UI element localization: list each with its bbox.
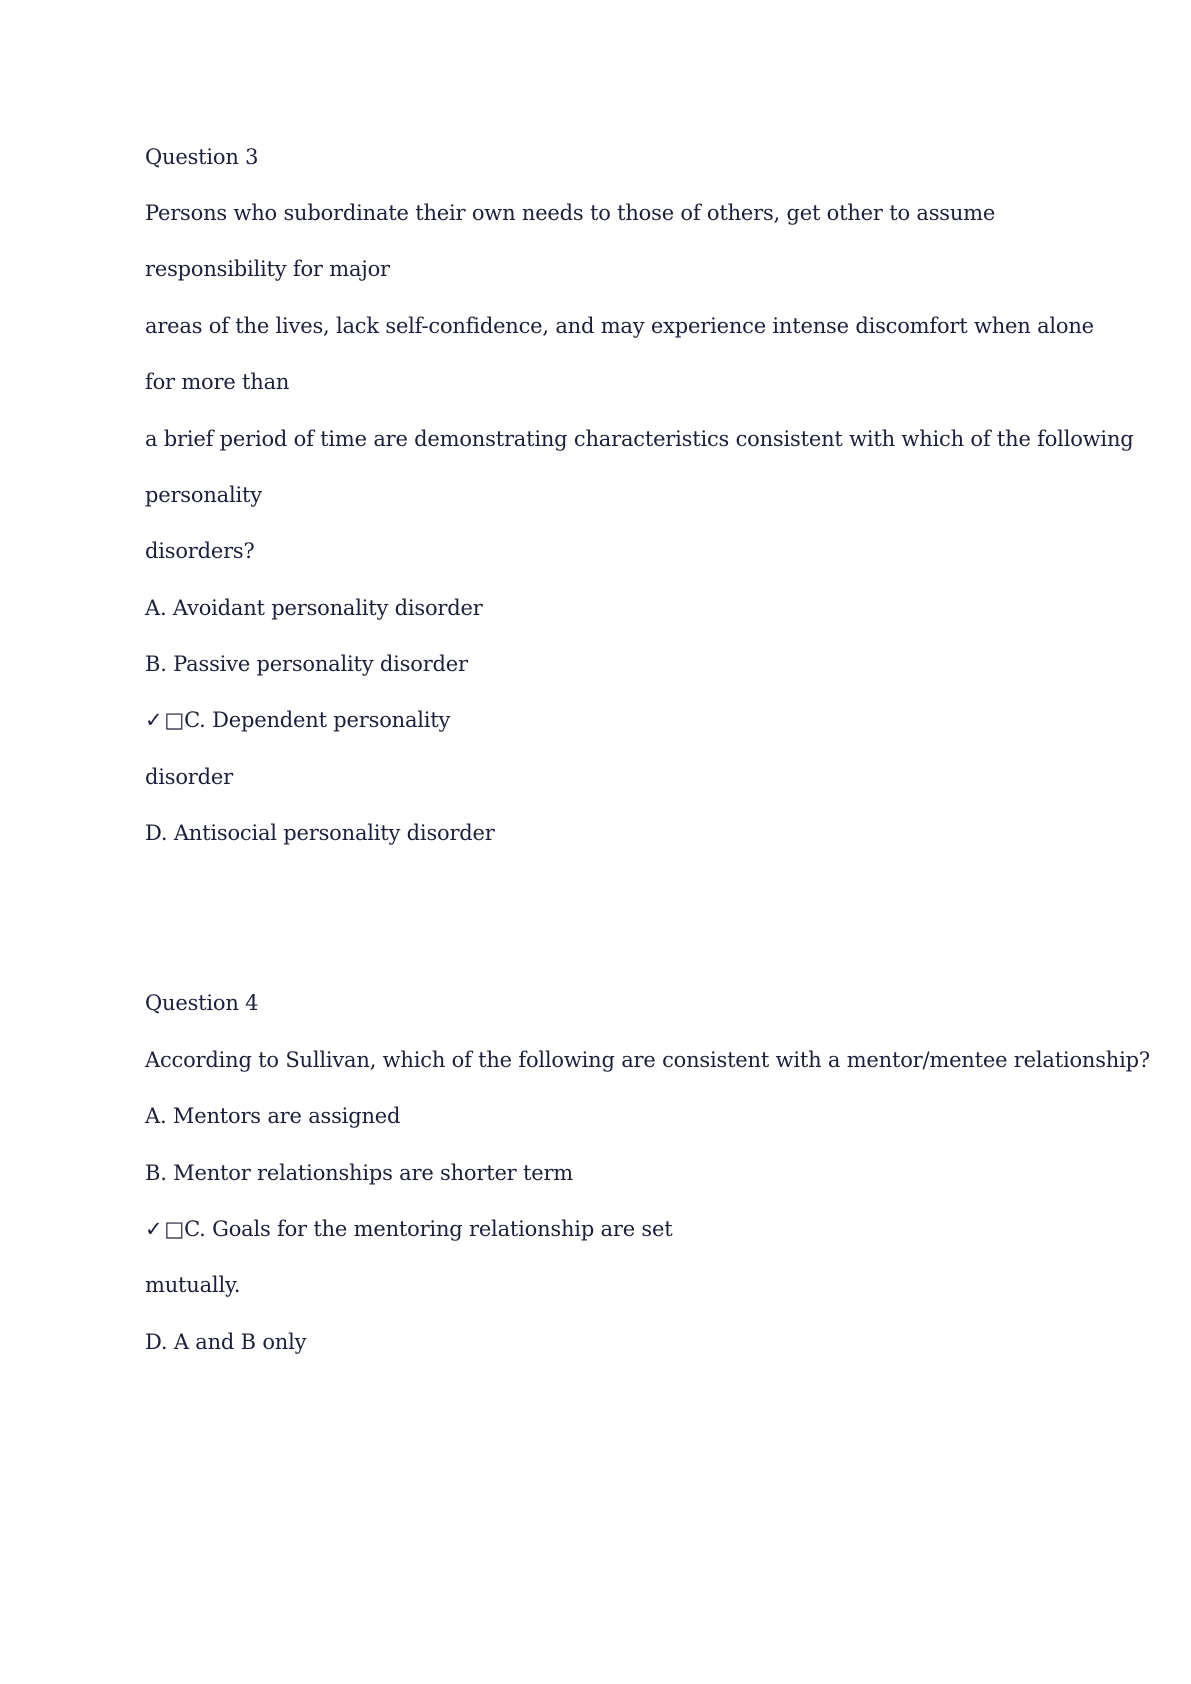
- question-4-option-b: B. Mentor relationships are shorter term: [145, 1161, 574, 1185]
- question-3-option-c: [145, 705, 450, 735]
- question-4-option-c: [145, 1214, 672, 1244]
- question-3-option-b: B. Passive personality disorder: [145, 652, 468, 676]
- missing-glyph-icon: □: [164, 708, 185, 732]
- question-3-stem-line: areas of the lives, lack self-confidence, and may experience intense discomfort when alone: [145, 314, 1094, 338]
- question-4-stem-line: According to Sullivan, which of the following are consistent with a mentor/mentee relationship?: [145, 1048, 1150, 1072]
- question-3-stem-line: personality: [145, 483, 262, 507]
- question-4-title: Question 4: [145, 991, 259, 1015]
- question-4-option-d: D. A and B only: [145, 1330, 307, 1354]
- question-3-stem-line: a brief period of time are demonstrating characteristics consistent with which of the following: [145, 427, 1134, 451]
- question-3-stem-line: disorders?: [145, 539, 255, 563]
- checkmark-icon: ✓: [145, 708, 163, 732]
- question-3-stem-line: for more than: [145, 370, 290, 394]
- checkmark-icon: ✓: [145, 1217, 163, 1241]
- question-3-title: Question 3: [145, 145, 259, 169]
- question-4-option-a: A. Mentors are assigned: [145, 1104, 401, 1128]
- option-c-text: C. Goals for the mentoring relationship are set: [184, 1217, 673, 1241]
- question-4-option-c-continued: mutually.: [145, 1273, 241, 1297]
- question-3-option-d: D. Antisocial personality disorder: [145, 821, 495, 845]
- question-3-stem-line: Persons who subordinate their own needs to those of others, get other to assume: [145, 201, 996, 225]
- question-3-option-a: A. Avoidant personality disorder: [145, 596, 483, 620]
- question-3-option-c-continued: disorder: [145, 765, 233, 789]
- missing-glyph-icon: □: [164, 1217, 185, 1241]
- option-c-text: C. Dependent personality: [184, 708, 451, 732]
- question-3-stem-line: responsibility for major: [145, 257, 390, 281]
